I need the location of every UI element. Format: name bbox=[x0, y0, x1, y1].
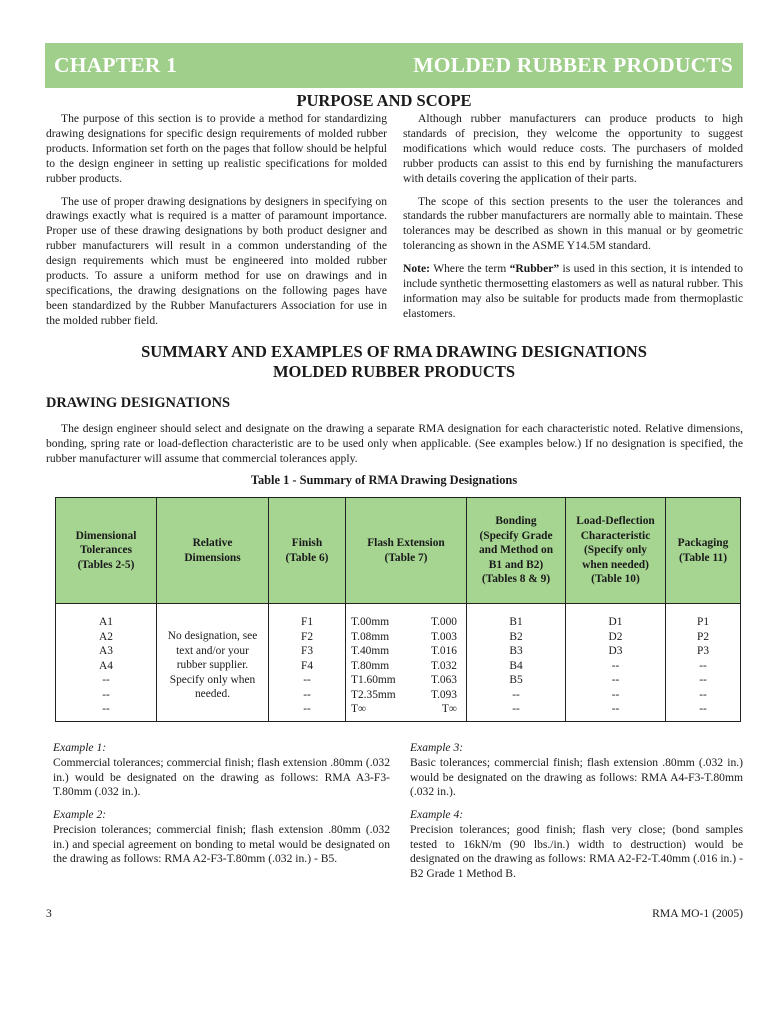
header-line: Dimensions bbox=[184, 551, 241, 564]
table-caption: Table 1 - Summary of RMA Drawing Designations bbox=[250, 473, 518, 487]
flash-row bbox=[349, 615, 463, 630]
flash-row bbox=[349, 659, 463, 674]
example-4-title: Example 4: bbox=[410, 808, 464, 821]
header-line: Dimensional bbox=[75, 529, 137, 542]
example-2 bbox=[53, 808, 390, 867]
flash-row bbox=[349, 702, 463, 717]
drawing-designations-heading: DRAWING DESIGNATIONS bbox=[46, 395, 231, 411]
cell-value: -- bbox=[611, 703, 620, 715]
summary-heading-line1: SUMMARY AND EXAMPLES OF RMA DRAWING DESIGNATIONS bbox=[141, 342, 647, 361]
flash-row bbox=[349, 630, 463, 645]
flash-metric: T.80mm bbox=[351, 659, 390, 672]
document-id: RMA MO-1 (2005) bbox=[652, 907, 743, 920]
cell-value: No designation, see bbox=[167, 630, 258, 642]
cell-value: -- bbox=[512, 703, 520, 715]
table-header-row bbox=[56, 498, 741, 604]
chapter-label: CHAPTER 1 bbox=[54, 53, 178, 77]
example-4-text: Precision tolerances; good finish; flash very close; (bond samples tested to 16kN/m (90 lbs./in.) width to destruction) would be designated on the drawing as follows: RMA A2-F2-T.40mm (.016 in.) - B2 Grade 1 Method B. bbox=[410, 822, 743, 881]
header-line: Flash Extension bbox=[367, 536, 445, 549]
example-2-text: Precision tolerances; commercial finish; flash extension .80mm (.032 in.) and special agreement on bonding to metal would be designated on the drawing as follows: RMA A2-F3-T.80mm (.032 in.) - B5. bbox=[53, 822, 390, 866]
chapter-title: MOLDED RUBBER PRODUCTS bbox=[413, 53, 733, 77]
cell-value: -- bbox=[611, 688, 620, 701]
flash-inch: T.032 bbox=[430, 659, 457, 672]
cell-packaging bbox=[666, 604, 741, 722]
header-line: (Table 7) bbox=[384, 551, 428, 564]
example-4 bbox=[410, 808, 743, 882]
flash-inch: T.063 bbox=[430, 674, 457, 686]
purpose-paragraph-1: The purpose of this section is to provide a method for standardizing drawing designations for specific design requirements of molded rubber products. Information set forth on the pages that follow should be helpful to the design engineer in setting up realistic specifications for molded rubber products. bbox=[46, 112, 387, 185]
cell-value: -- bbox=[303, 703, 311, 715]
example-3-title: Example 3: bbox=[410, 741, 464, 754]
cell-value: Specify only when bbox=[169, 673, 256, 686]
cell-value: -- bbox=[611, 674, 620, 686]
cell-value: F1 bbox=[300, 616, 314, 628]
header-finish bbox=[269, 498, 346, 604]
header-line: (Tables 8 & 9) bbox=[481, 573, 551, 586]
cell-value: -- bbox=[303, 688, 311, 701]
cell-value: -- bbox=[303, 674, 311, 686]
header-line: (Table 10) bbox=[591, 573, 640, 586]
cell-value: P1 bbox=[696, 616, 710, 628]
cell-value: B2 bbox=[509, 630, 523, 643]
header-line: Tolerances bbox=[79, 544, 133, 557]
header-line: Relative bbox=[192, 536, 233, 549]
header-load-deflection bbox=[566, 498, 666, 604]
example-1-title: Example 1: bbox=[53, 741, 107, 754]
header-line: (Specify Grade bbox=[479, 529, 553, 542]
header-line: B1 and B2) bbox=[488, 558, 544, 571]
cell-value: B4 bbox=[509, 659, 523, 672]
cell-value: B5 bbox=[509, 674, 523, 686]
example-1 bbox=[53, 741, 390, 800]
cell-value: B1 bbox=[509, 616, 523, 628]
cell-bonding bbox=[467, 604, 566, 722]
cell-value: -- bbox=[699, 688, 707, 701]
purpose-heading: PURPOSE AND SCOPE bbox=[296, 91, 472, 110]
cell-value: F2 bbox=[300, 630, 314, 643]
cell-value: -- bbox=[699, 674, 707, 686]
header-relative bbox=[157, 498, 269, 604]
header-line: (Tables 2-5) bbox=[77, 558, 135, 571]
note-paragraph bbox=[403, 262, 743, 322]
note-text-pre: Where the term bbox=[430, 262, 510, 276]
cell-value: needed. bbox=[194, 688, 231, 700]
right-column bbox=[403, 112, 743, 330]
cell-value: P3 bbox=[696, 645, 710, 657]
cell-value: P2 bbox=[696, 630, 710, 643]
flash-inch: T.003 bbox=[430, 630, 457, 643]
cell-value: D3 bbox=[608, 645, 623, 657]
chapter-banner bbox=[45, 43, 743, 88]
cell-value: A3 bbox=[99, 645, 113, 657]
header-line: (Table 6) bbox=[285, 551, 329, 564]
cell-value: D2 bbox=[608, 630, 623, 643]
cell-value: -- bbox=[102, 674, 110, 686]
cell-value: rubber supplier. bbox=[176, 659, 249, 671]
cell-value: A1 bbox=[99, 616, 113, 628]
example-3 bbox=[410, 741, 743, 800]
flash-metric: T2.35mm bbox=[351, 688, 396, 701]
cell-dimensional bbox=[56, 604, 157, 722]
header-line: when needed) bbox=[582, 558, 649, 571]
cell-finish bbox=[269, 604, 346, 722]
cell-value: A4 bbox=[99, 659, 113, 672]
header-line: Load-Deflection bbox=[576, 515, 655, 528]
flash-row bbox=[349, 688, 463, 703]
flash-metric: T.40mm bbox=[351, 645, 390, 657]
header-bonding bbox=[467, 498, 566, 604]
header-line: Packaging bbox=[677, 536, 729, 549]
header-dimensional bbox=[56, 498, 157, 604]
note-label: Note: bbox=[403, 262, 431, 276]
header-line: Characteristic bbox=[580, 529, 651, 542]
flash-row bbox=[349, 673, 463, 688]
cell-value: -- bbox=[699, 703, 707, 715]
cell-value: text and/or your bbox=[176, 644, 249, 657]
flash-metric: T∞ bbox=[351, 703, 367, 715]
purpose-paragraph-3: Although rubber manufacturers can produce products to high standards of precision, they welcome the opportunity to suggest modifications which would reduce costs. The purchasers of molded rubber products can assist to this end by furnishing the manufacturers with details covering the application of their parts. bbox=[403, 112, 743, 185]
cell-flash bbox=[346, 604, 467, 722]
drawing-designations-intro: The design engineer should select and designate on the drawing a separate RMA designation for each characteristic noted. Relative dimensions, bonding, spring rate or load-deflection characteristic are to be used only when applicable. (See examples below.) If no designation is specified, the rubber manufacturer will assume that commercial tolerances apply. bbox=[46, 422, 743, 465]
header-line: and Method on bbox=[478, 544, 554, 557]
note-text-post: is used in this section, it is intended to include synthetic thermosetting elastomers as well as natural rubber. This information may also be suitable for products made from thermoplastic elastomers. bbox=[403, 262, 744, 320]
cell-value: -- bbox=[102, 688, 110, 701]
note-term: “Rubber” bbox=[509, 262, 560, 276]
purpose-paragraph-2: The use of proper drawing designations by designers in specifying on drawings exactly what is required is a matter of paramount importance. Proper use of these drawing designations by both product designer and rubber manufacturers will result in a common understanding of the design requirements which must be engineered into molded rubber products. To assure a uniform method for use on drawings and in specifications, the drawing designations on the following pages have been standardized by the Rubber Manufacturers Association for use in the molded rubber field. bbox=[46, 194, 387, 327]
header-line: Bonding bbox=[495, 515, 537, 528]
flash-metric: T1.60mm bbox=[351, 674, 396, 686]
flash-inch: T∞ bbox=[441, 703, 457, 715]
example-3-text: Basic tolerances; commercial finish; flash extension .80mm (.032 in.) would be designated on the drawing as follows: RMA A4-F3-T.80mm (.032 in.). bbox=[410, 755, 743, 799]
cell-value: -- bbox=[699, 659, 707, 672]
page-number: 3 bbox=[46, 907, 52, 920]
table-row bbox=[56, 604, 741, 722]
header-flash bbox=[346, 498, 467, 604]
designations-table bbox=[55, 497, 741, 722]
cell-value: F4 bbox=[300, 659, 314, 672]
cell-load-deflection bbox=[566, 604, 666, 722]
header-packaging bbox=[666, 498, 741, 604]
cell-value: B3 bbox=[509, 645, 523, 657]
header-line: (Specify only bbox=[584, 544, 647, 557]
example-2-title: Example 2: bbox=[53, 808, 107, 821]
cell-value: -- bbox=[102, 703, 110, 715]
cell-value: D1 bbox=[608, 616, 623, 628]
left-column bbox=[46, 112, 387, 337]
flash-inch: T.093 bbox=[430, 688, 457, 701]
flash-inch: T.016 bbox=[430, 645, 457, 657]
cell-value: F3 bbox=[300, 645, 314, 657]
summary-heading-line2: MOLDED RUBBER PRODUCTS bbox=[272, 362, 516, 381]
flash-metric: T.00mm bbox=[351, 616, 390, 628]
flash-inch: T.000 bbox=[430, 616, 457, 628]
cell-value: -- bbox=[512, 688, 520, 701]
cell-relative bbox=[157, 604, 269, 722]
example-1-text: Commercial tolerances; commercial finish; flash extension .80mm (.032 in.) would be designated on the drawing as follows: RMA A3-F3-T.80mm (.032 in.). bbox=[53, 755, 390, 799]
flash-row bbox=[349, 644, 463, 659]
cell-value: -- bbox=[611, 659, 620, 672]
flash-metric: T.08mm bbox=[351, 630, 390, 643]
header-line: Finish bbox=[291, 536, 323, 549]
scope-paragraph: The scope of this section presents to the user the tolerances and standards the rubber manufacturers are normally able to maintain. These tolerances may be described as shown in this manual or by geometric tolerancing as shown in the ASME Y14.5M standard. bbox=[403, 194, 743, 253]
header-line: (Table 11) bbox=[679, 551, 727, 564]
cell-value: A2 bbox=[99, 630, 113, 643]
